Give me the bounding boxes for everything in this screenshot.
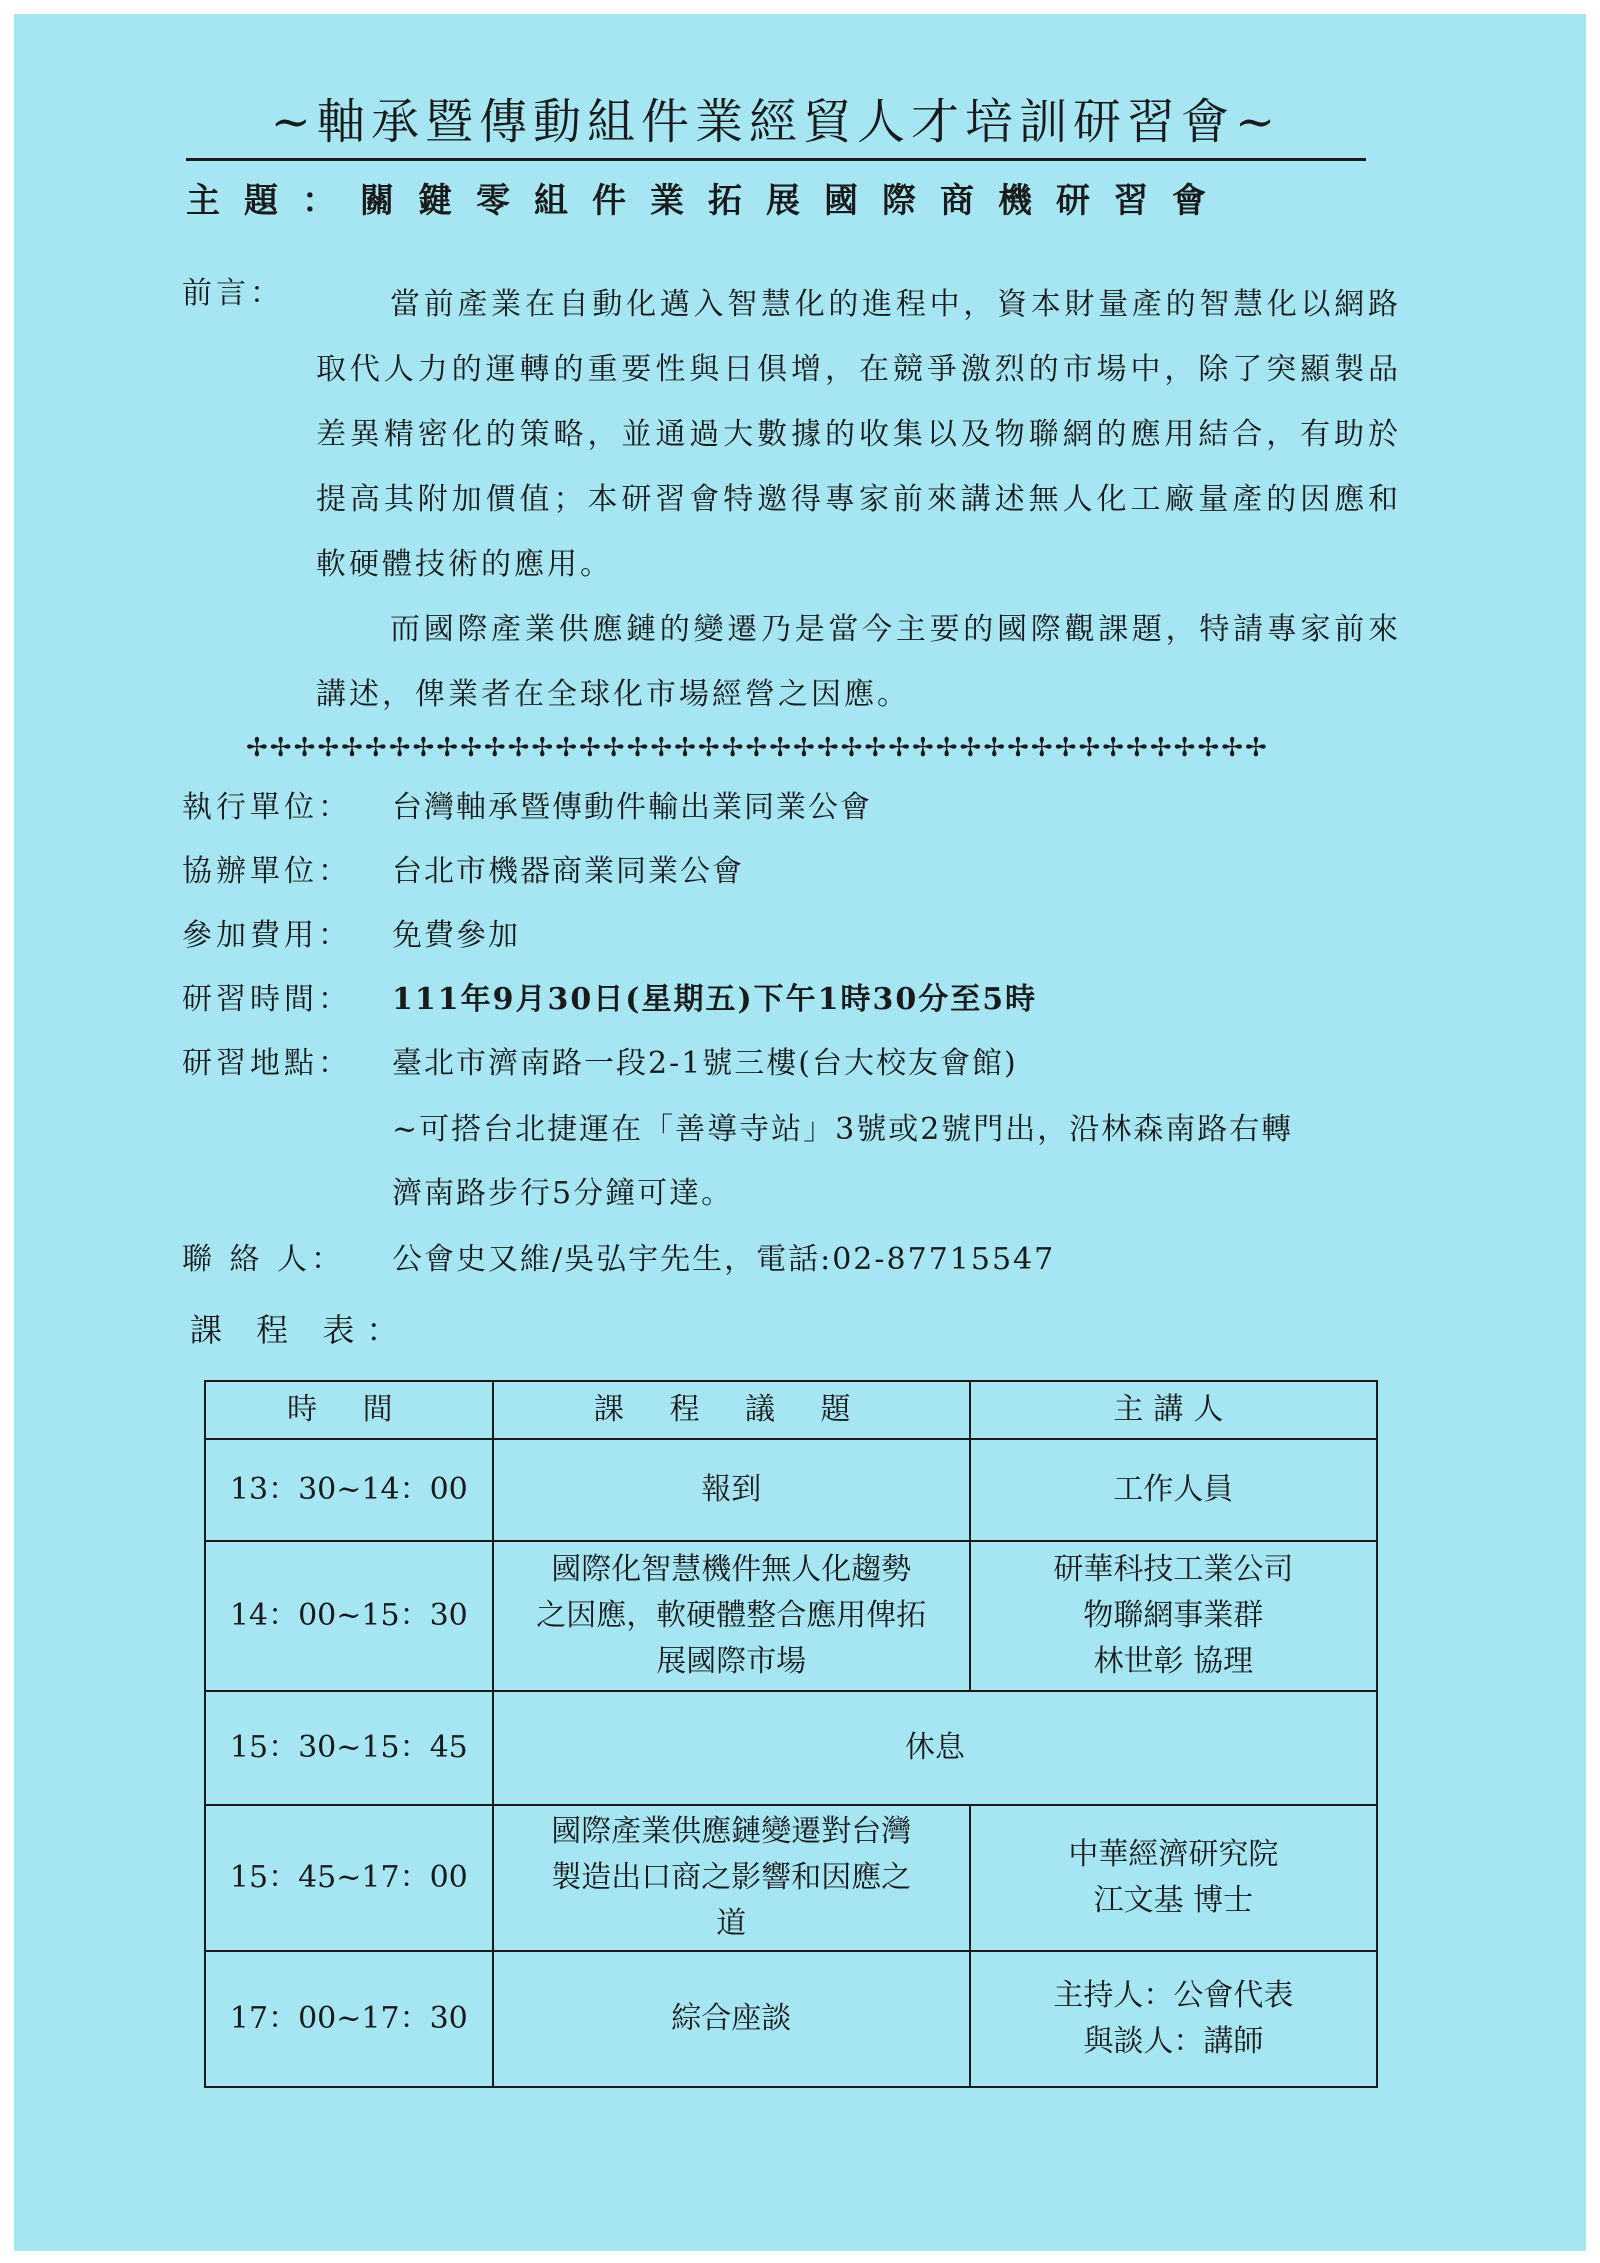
schedule-topic	[493, 1439, 970, 1541]
info-contact	[182, 1238, 1055, 1282]
schedule-time: 14：00~15：30	[205, 1541, 493, 1691]
info-time	[182, 978, 1037, 1022]
info-label: 聯 絡 人：	[182, 1242, 346, 1277]
schedule-speaker	[970, 1951, 1377, 2087]
info-label: 執行單位：	[182, 790, 352, 825]
intro-text	[316, 272, 1401, 727]
schedule-header-time: 時 間	[205, 1381, 493, 1439]
schedule-header-speaker: 主講人	[970, 1381, 1377, 1439]
info-co-organizer	[182, 850, 744, 894]
topic-line: 報到	[701, 1472, 762, 1507]
info-value: 免費參加	[392, 918, 520, 953]
table-row	[205, 1439, 1377, 1541]
info-value: 台灣軸承暨傳動件輸出業同業公會	[392, 790, 872, 825]
schedule-topic	[493, 1541, 970, 1691]
schedule-table	[204, 1380, 1378, 2088]
info-value: 台北市機器商業同業公會	[392, 854, 744, 889]
topic-line: 之因應，軟硬體整合應用俾拓	[536, 1598, 927, 1633]
document-title: ~軸承暨傳動組件業經貿人才培訓研習會~	[186, 92, 1366, 161]
schedule-topic	[493, 1951, 970, 2087]
speaker-line: 中華經濟研究院	[1068, 1837, 1279, 1872]
topic-line: 道	[716, 1906, 747, 1941]
info-label: 參加費用：	[182, 918, 352, 953]
schedule-speaker	[970, 1541, 1377, 1691]
topic-line: 製造出口商之影響和因應之	[551, 1860, 912, 1895]
info-label: 研習地點：	[182, 1046, 352, 1081]
speaker-line: 林世彰 協理	[1093, 1644, 1254, 1679]
info-label: 協辦單位：	[182, 854, 352, 889]
info-value: 公會史又維/吳弘宇先生，電話:02-87715547	[392, 1242, 1056, 1277]
speaker-line: 與談人：講師	[1083, 2024, 1264, 2059]
ornament-divider: ✢✢✢✢✢✢✢✢✢✢✢✢✢✢✢✢✢✢✢✢✢✢✢✢✢✢✢✢✢✢✢✢✢✢✢✢✢✢✢✢✢✢✢	[246, 733, 1269, 763]
info-organizer	[182, 786, 872, 830]
schedule-speaker	[970, 1805, 1377, 1951]
speaker-line: 物聯網事業群	[1083, 1598, 1264, 1633]
schedule-label: 課 程 表：	[190, 1311, 411, 1349]
intro-paragraph: 當前產業在自動化邁入智慧化的進程中，資本財量產的智慧化以網路取代人力的運轉的重要性與日俱增，在競爭激烈的市場中，除了突顯製品差異精密化的策略，並通過大數據的收集以及物聯網的應用結合，有助於提高其附加價值；本研習會特邀得專家前來講述無人化工廠量產的因應和軟硬體技術的應用。	[316, 287, 1401, 582]
venue-directions: 濟南路步行5分鐘可達。	[392, 1176, 734, 1211]
table-row	[205, 1691, 1377, 1805]
schedule-header-topic: 課 程 議 題	[493, 1381, 970, 1439]
table-row	[205, 1541, 1377, 1691]
schedule-topic: 休息	[493, 1691, 1377, 1805]
speaker-line: 主持人：公會代表	[1053, 1978, 1294, 2013]
info-value: 臺北市濟南路一段2-1號三樓(台大校友會館)	[392, 1046, 1018, 1081]
schedule-header-row	[205, 1381, 1377, 1439]
schedule-time: 13：30~14：00	[205, 1439, 493, 1541]
info-fee	[182, 914, 520, 958]
info-venue	[182, 1042, 1018, 1086]
topic-line: 展國際市場	[656, 1644, 807, 1679]
info-value: 111年9月30日(星期五)下午1時30分至5時	[392, 982, 1038, 1017]
intro-label: 前言：	[182, 276, 284, 311]
speaker-line: 工作人員	[1113, 1472, 1234, 1507]
venue-directions: ~可搭台北捷運在「善導寺站」3號或2號門出，沿林森南路右轉	[392, 1112, 1294, 1147]
speaker-line: 江文基 博士	[1093, 1883, 1254, 1918]
document-subtitle: 主題：關鍵零組件業拓展國際商機研習會	[186, 181, 1230, 221]
info-label: 研習時間：	[182, 982, 352, 1017]
table-row	[205, 1951, 1377, 2087]
schedule-time: 15：45~17：00	[205, 1805, 493, 1951]
topic-line: 國際產業供應鏈變遷對台灣	[551, 1814, 912, 1849]
table-row	[205, 1805, 1377, 1951]
schedule-time: 17：00~17：30	[205, 1951, 493, 2087]
topic-line: 國際化智慧機件無人化趨勢	[551, 1552, 912, 1587]
schedule-topic	[493, 1805, 970, 1951]
intro-paragraph: 而國際產業供應鏈的變遷乃是當今主要的國際觀課題，特請專家前來講述，俾業者在全球化市場經營之因應。	[316, 612, 1401, 712]
schedule-speaker	[970, 1439, 1377, 1541]
schedule-time: 15：30~15：45	[205, 1691, 493, 1805]
topic-line: 綜合座談	[671, 2001, 792, 2036]
speaker-line: 研華科技工業公司	[1053, 1552, 1294, 1587]
